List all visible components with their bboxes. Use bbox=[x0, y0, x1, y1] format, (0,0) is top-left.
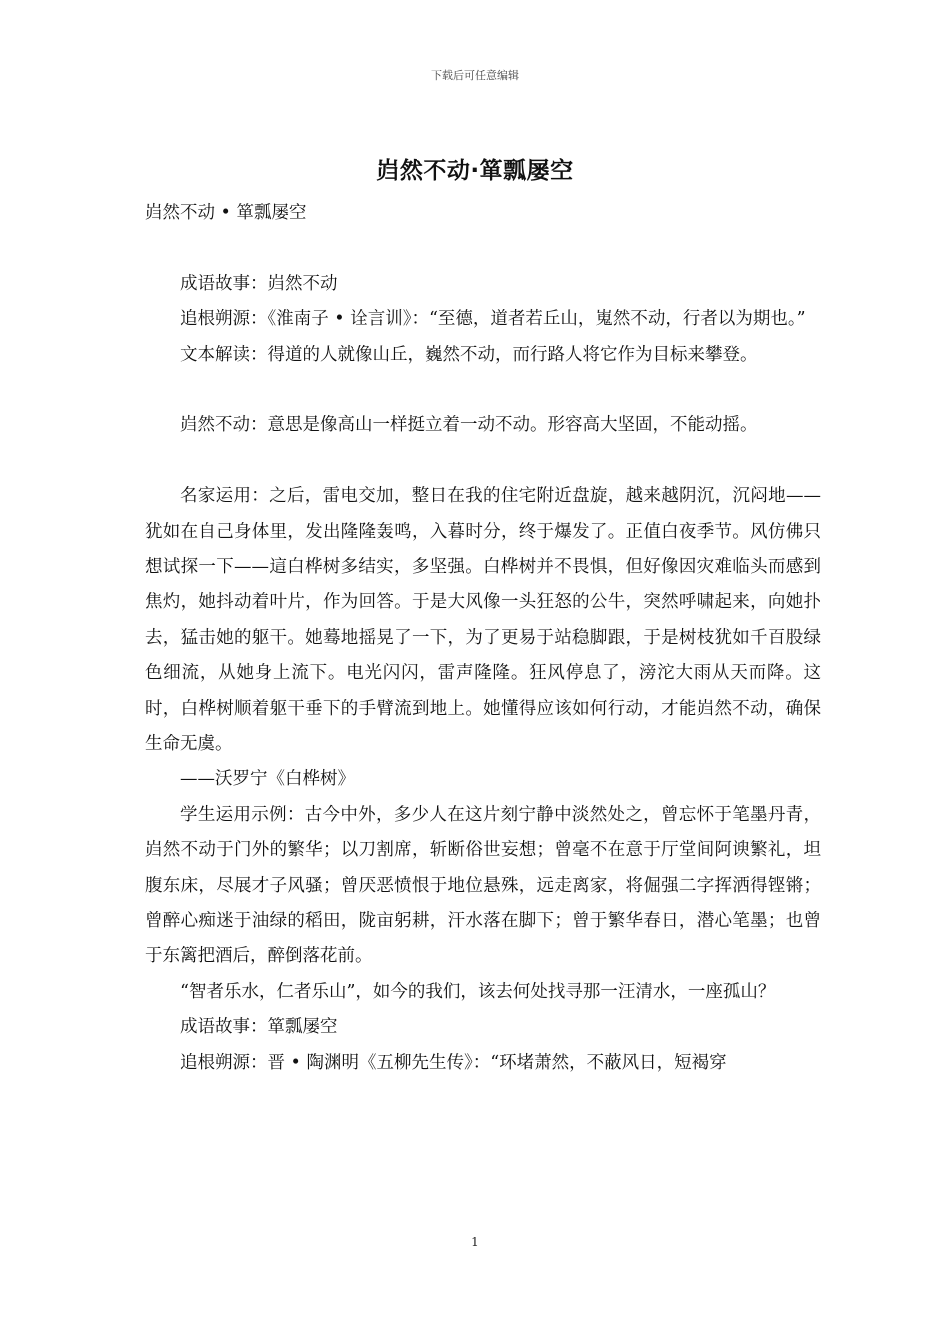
blank-line bbox=[145, 373, 821, 408]
page-number: 1 bbox=[471, 1235, 479, 1249]
paragraph-interpretation-1: 文本解读：得道的人就像山丘，巍然不动，而行路人将它作为目标来攀登。 bbox=[180, 344, 758, 365]
blank-line bbox=[145, 444, 821, 479]
header-note: 下载后可任意编辑 bbox=[431, 69, 519, 82]
blank-line bbox=[145, 231, 821, 266]
paragraph-idiom-story-2: 成语故事：箪瓢屡空 bbox=[180, 1017, 338, 1038]
paragraph-origin-2: 追根朔源：晋 • 陶渊明《五柳先生传》：“环堵萧然，不蔽风日，短褐穿 bbox=[180, 1052, 727, 1073]
paragraph-attribution: ——沃罗宁《白桦树》 bbox=[180, 769, 355, 790]
paragraph-origin-1: 追根朔源：《淮南子 • 诠言训》：“至德，道者若丘山，嵬然不动，行者以为期也。” bbox=[180, 309, 806, 330]
paragraph-quote: “智者乐水，仁者乐山”，如今的我们，该去何处找寻那一汪清水，一座孤山？ bbox=[180, 981, 776, 1002]
paragraph-idiom-story-1: 成语故事：岿然不动 bbox=[180, 273, 338, 294]
paragraph-student-example: 学生运用示例：古今中外，多少人在这片刻宁静中淡然处之，曾忘怀于笔墨丹青，岿然不动于门外的繁华；以刀割席，斩断俗世妄想；曾毫不在意于厅堂间阿谀繁礼，坦腹东床，尽展才子风骚；曾厌恶愤恨于地位悬殊，远走离家，将倔强二字挥洒得铿锵；曾醉心痴迷于油绿的稻田，陇亩躬耕，汗水落在脚下；曾于繁华春日，潜心笔墨；也曾于东篱把酒后，醉倒落花前。 bbox=[145, 804, 821, 967]
paragraph-meaning-1: 岿然不动：意思是像高山一样挺立着一动不动。形容高大坚固，不能动摇。 bbox=[180, 415, 758, 436]
document-body bbox=[145, 196, 821, 1081]
paragraph-famous-usage: 名家运用：之后，雷电交加，整日在我的住宅附近盘旋，越来越阴沉，沉闷地——犹如在自己身体里，发出隆隆轰鸣，入暮时分，终于爆发了。正值白夜季节。风仿佛只想试探一下——這白桦树多结实，多坚强。白桦树并不畏惧，但好像因灾难临头而感到焦灼，她抖动着叶片，作为回答。于是大风像一头狂怒的公牛，突然呼啸起来，向她扑去，猛击她的躯干。她蓦地摇晃了一下，为了更易于站稳脚跟，于是树枝犹如千百股绿色细流，从她身上流下。电光闪闪，雷声隆隆。狂风停息了，滂沱大雨从天而降。这时，白桦树顺着躯干垂下的手臂流到地上。她懂得应该如何行动，才能岿然不动，确保生命无虞。 bbox=[145, 486, 821, 755]
document-title: 岿然不动·箪瓢屡空 bbox=[376, 158, 574, 184]
subtitle-line: 岿然不动 • 箪瓢屡空 bbox=[145, 203, 307, 223]
